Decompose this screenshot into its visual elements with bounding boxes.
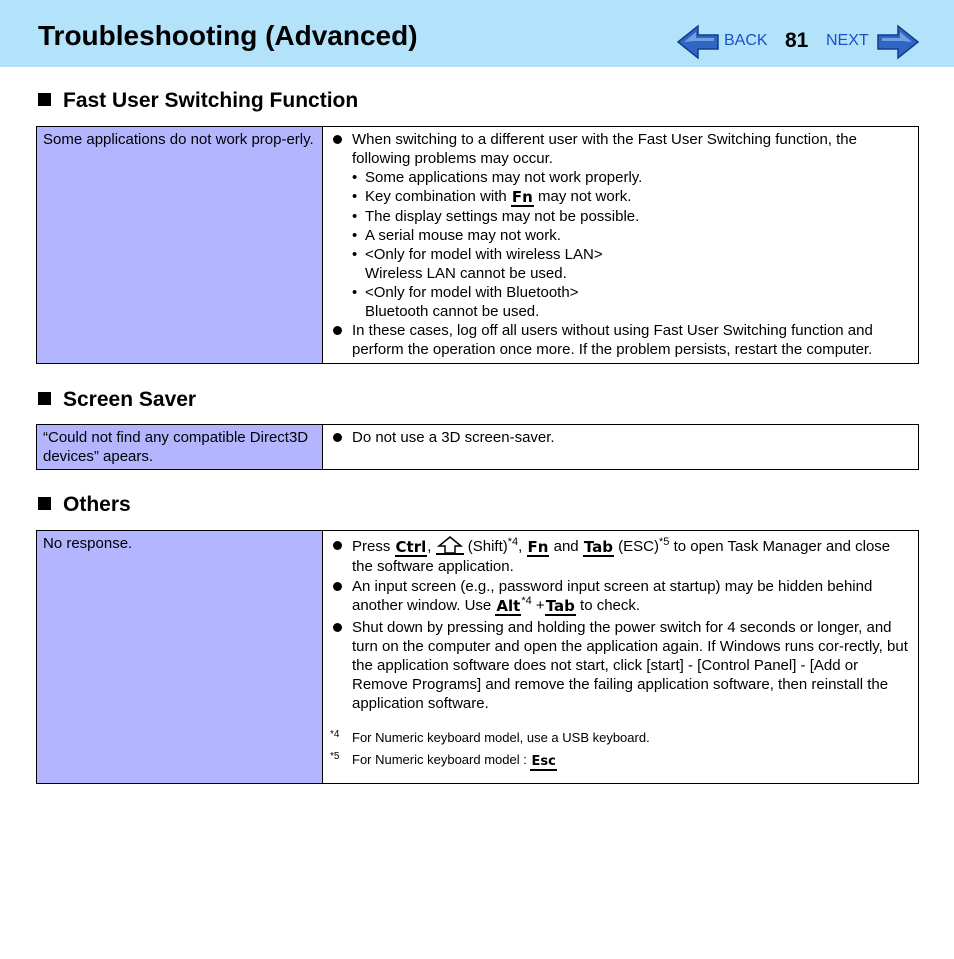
square-bullet-icon [38,497,51,510]
tab-key-icon: Tab [583,538,613,556]
symptom-cell: Some applications do not work prop-erly. [37,127,323,364]
fast-user-switching-table [36,126,919,364]
list-item: • <Only for model with Bluetooth> Bluetooth cannot be used. [331,283,910,321]
screen-saver-table [36,424,919,470]
list-item: • Key combination with Fn may not work. [331,187,910,207]
list-item: Do not use a 3D screen-saver. [331,428,910,447]
list-item: • The display settings may not be possible. [331,207,910,226]
solution-cell [323,127,919,364]
esc-key-icon: Esc [531,754,556,769]
page-number: 81 [785,29,809,52]
list-item: In these cases, log off all users without using Fast User Switching function and perform the operation once more. If the problem persists, restart the computer. [331,321,910,359]
page-title: Troubleshooting (Advanced) [38,20,418,51]
section-heading-others: Others [38,493,131,517]
footnote-5: *5 For Numeric keyboard model : Esc [330,751,556,769]
tab-key-icon: Tab [545,597,575,615]
shift-arrow-icon [436,536,464,555]
next-link[interactable]: NEXT [826,32,869,49]
list-item: • A serial mouse may not work. [331,226,910,245]
section-heading-fast-user-switching: Fast User Switching Function [38,89,358,113]
left-arrow-icon[interactable] [676,24,720,60]
list-item: • <Only for model with wireless LAN> Wireless LAN cannot be used. [331,245,910,283]
square-bullet-icon [38,392,51,405]
ctrl-key-icon: Ctrl [395,538,427,556]
footnote-4: *4 For Numeric keyboard model, use a USB keyboard. [330,729,650,745]
table-row [37,425,919,470]
solution-cell [323,531,919,784]
others-table [36,530,919,784]
solution-cell [323,425,919,470]
symptom-cell: No response. [37,531,323,784]
alt-key-icon: Alt [496,597,521,615]
fn-key-icon: Fn [511,188,533,206]
section-heading-screen-saver: Screen Saver [38,388,196,412]
list-item: Press Ctrl, (Shift)$^{*4}$, Fn and Tab (ESC)$^{*5}$ to open Task Manager and close the software application. [331,536,910,576]
square-bullet-icon [38,93,51,106]
list-item: An input screen (e.g., password input screen at startup) may be hidden behind another window. Use Alt$^{*4}$ +Tab to check. [331,577,910,616]
list-item: • Some applications may not work properly. [331,168,910,187]
list-item: Shut down by pressing and holding the power switch for 4 seconds or longer, and turn on the computer and open the application again. If Windows runs cor-rectly, but the application software does not start, click [start] - [Control Panel] - [Add or Remove Programs] and remove the failing application software, then reinstall the application software. [331,618,910,713]
table-row [37,531,919,784]
fn-key-icon: Fn [527,538,549,556]
list-item: When switching to a different user with the Fast User Switching function, the following problems may occur. [331,130,910,168]
header-band [0,0,954,67]
symptom-cell: “Could not find any compatible Direct3D devices” apears. [37,425,323,470]
back-link[interactable]: BACK [724,32,768,49]
right-arrow-icon[interactable] [876,24,920,60]
table-row [37,127,919,364]
